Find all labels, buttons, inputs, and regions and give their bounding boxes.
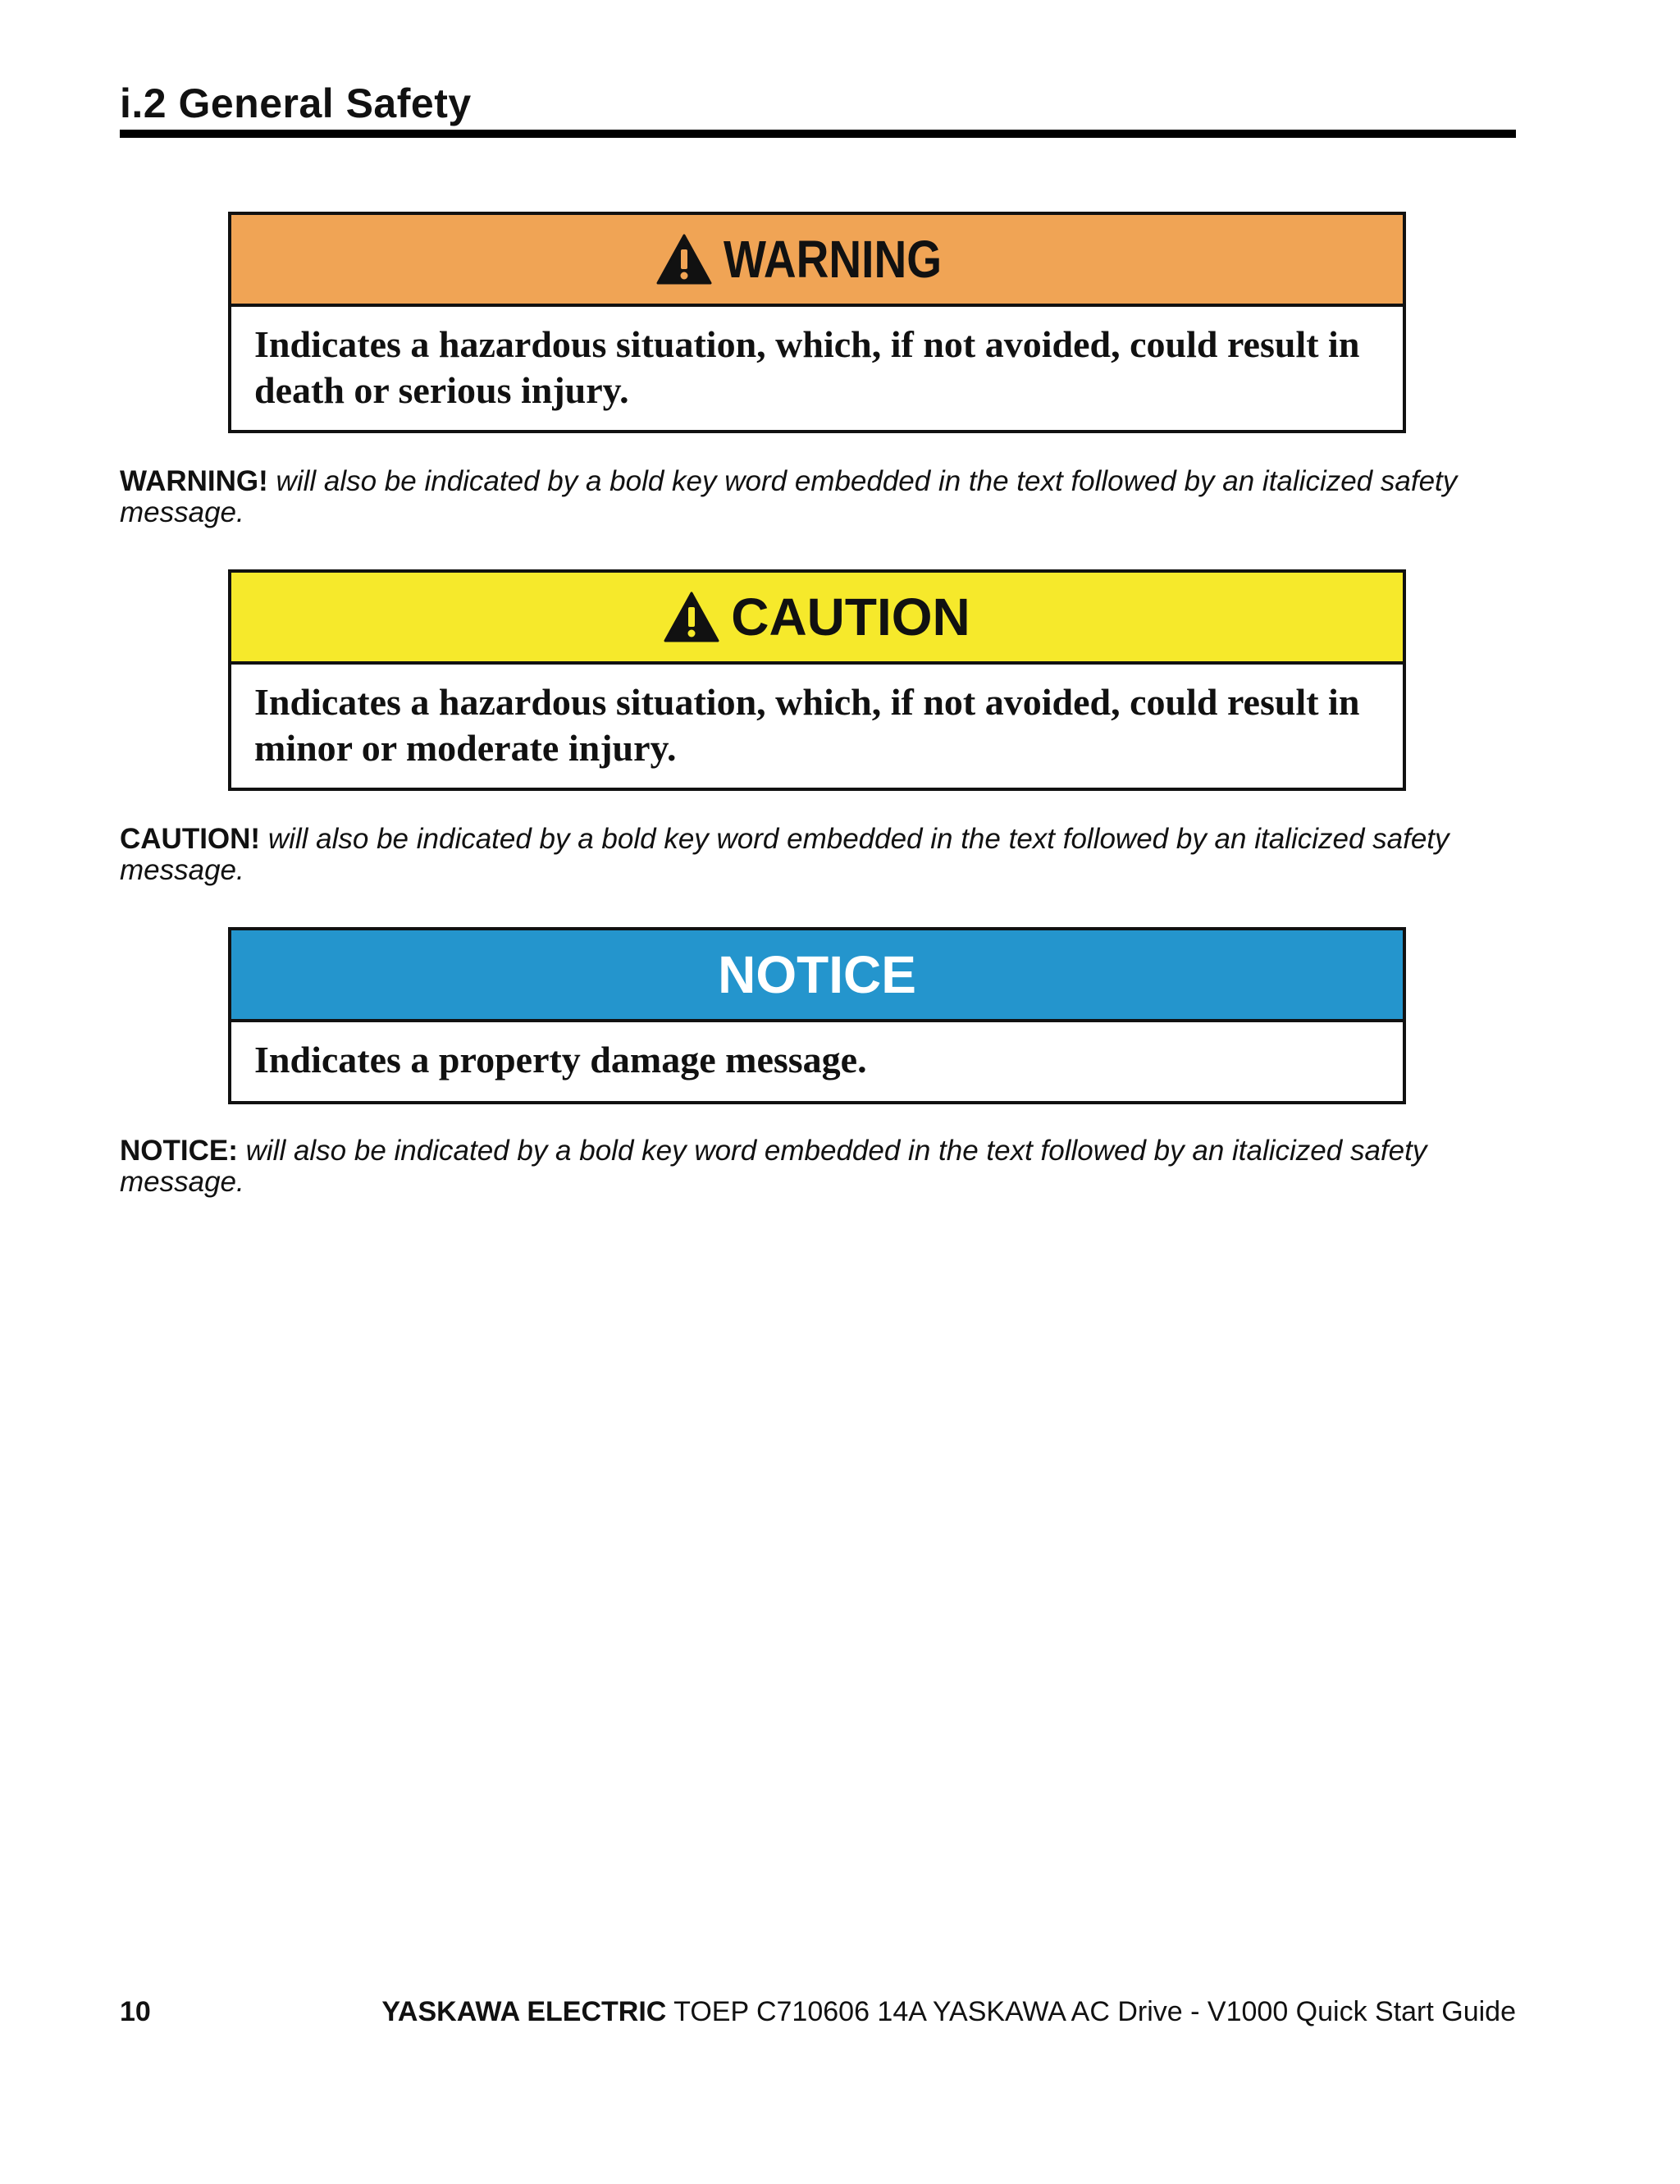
caution-body: Indicates a hazardous situation, which, if not avoided, could result in minor or moderate injury. <box>254 681 1360 769</box>
title-rule <box>120 130 1516 138</box>
warning-header <box>231 215 1403 307</box>
caution-header <box>231 573 1403 665</box>
warning-box <box>228 212 1406 433</box>
footer-document-title <box>381 1995 1516 2028</box>
warning-note-keyword: WARNING! <box>120 465 268 497</box>
notice-body: Indicates a property damage message. <box>254 1039 867 1081</box>
footer-brand: YASKAWA ELECTRIC <box>381 1996 667 2027</box>
warning-triangle-icon <box>664 591 719 643</box>
caution-label: CAUTION <box>731 587 970 647</box>
caution-note-text: will also be indicated by a bold key word embedded in the text followed by an italicized safety message. <box>120 823 1449 886</box>
notice-note <box>120 1135 1531 1198</box>
notice-header <box>231 930 1403 1022</box>
warning-note <box>120 466 1531 528</box>
notice-note-keyword: NOTICE: <box>120 1135 238 1167</box>
notice-note-text: will also be indicated by a bold key word embedded in the text followed by an italicized safety message. <box>120 1135 1427 1198</box>
caution-note <box>120 824 1531 886</box>
caution-note-keyword: CAUTION! <box>120 823 261 855</box>
warning-note-text: will also be indicated by a bold key word embedded in the text followed by an italicized safety message. <box>120 465 1458 528</box>
footer-document: TOEP C710606 14A YASKAWA AC Drive - V1000 Quick Start Guide <box>666 1996 1516 2027</box>
notice-label: NOTICE <box>718 945 916 1004</box>
warning-body: Indicates a hazardous situation, which, if not avoided, could result in death or serious injury. <box>254 323 1360 411</box>
warning-label: WARNING <box>724 230 943 289</box>
notice-box <box>228 927 1406 1104</box>
section-title: i.2 General Safety <box>120 80 472 126</box>
page-number: 10 <box>120 1996 151 2027</box>
warning-triangle-icon <box>656 233 712 286</box>
caution-box <box>228 569 1406 791</box>
